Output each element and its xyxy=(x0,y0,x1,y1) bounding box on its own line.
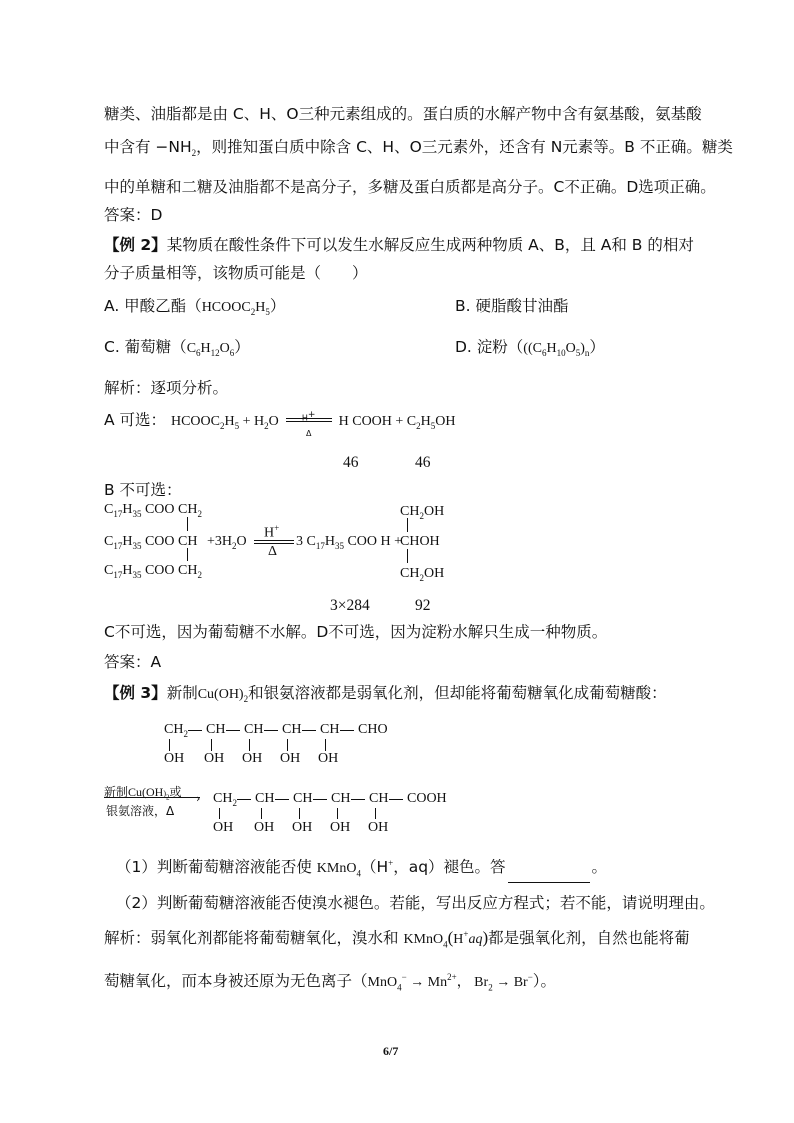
para-line-1: 糖类、油脂都是由 C、H、O三种元素组成的。蛋白质的水解产物中含有氨基酸，氨基酸 xyxy=(104,105,702,123)
bond xyxy=(407,518,408,532)
mass-46-b: 46 xyxy=(415,454,431,471)
oh-2: OH xyxy=(204,751,225,766)
condition-top: 新制$Cu(OH)_2$或 xyxy=(104,785,182,802)
page-number: 6/7 xyxy=(383,1044,399,1058)
arrow-head-icon: › xyxy=(196,792,201,805)
para-line-2: 中含有 $-NH_2$，则推知蛋白质中除含 C、H、O三元素外，还含有 N元素等。B 不正确。糖类 xyxy=(104,138,733,159)
option-d: D. 淀粉（$((C_6H_{10}O_5)_n)$ xyxy=(455,338,605,359)
oh-6: OH xyxy=(213,820,234,835)
question-1: （1）判断葡萄糖溶液能否使 KMnO$_4$（H+，aq）褪色。答 。 xyxy=(116,853,607,883)
bond xyxy=(187,517,188,531)
oh-9: OH xyxy=(330,820,351,835)
mass-46-a: 46 xyxy=(343,454,359,471)
mass-3x284: 3×284 xyxy=(330,597,370,614)
bond xyxy=(187,548,188,561)
example-2-question-line-2: 分子质量相等，该物质可能是（ ） xyxy=(104,264,368,282)
reaction-arrow xyxy=(104,797,200,798)
stearate-row-3: $C_{17}H_{35}$ COO $CH_2$ xyxy=(104,563,202,580)
plus-water: $+3H_2O$ xyxy=(207,534,247,551)
option-c: C. 葡萄糖$(C_6H_{12}O_6)$ xyxy=(104,338,250,359)
para-line-3: 中的单糖和二糖及油脂都不是高分子，多糖及蛋白质都是高分子。C不正确。D选项正确。 xyxy=(104,178,716,196)
question-2: （2）判断葡萄糖溶液能否使溴水褪色。若能，写出反应方程式；若不能，请说明理由。 xyxy=(116,894,715,912)
glycerol-row-3: $CH_2OH$ xyxy=(400,566,445,583)
answer-2: 答案：A xyxy=(104,653,162,671)
bond xyxy=(407,549,408,563)
stearate-row-1: $C_{17}H_{35}$ COO $CH_2$ xyxy=(104,502,202,519)
example-3-question: 【例 3】新制$Cu(OH)_2$和银氨溶液都是弱氧化剂，但却能将葡萄糖氧化成葡萄糖酸： xyxy=(104,684,667,705)
a-equation: A 可选： $HCOOC_2H_5 + H_2O$ $\frac{H^+}{\Delta}$ H COOH + $C_2H_5OH$ xyxy=(104,409,456,438)
oh-1: OH xyxy=(164,751,185,766)
answer-blank xyxy=(508,868,590,883)
b-label: B 不可选： xyxy=(104,481,182,499)
oh-7: OH xyxy=(254,820,275,835)
mass-92: 92 xyxy=(415,597,431,614)
glycerol-row-2: CHOH xyxy=(400,534,440,549)
b-product: 3 $C_{17}H_{35}$ COO H + xyxy=(296,534,403,551)
option-a: A. 甲酸乙酯$(HCOOC_2H_5)$ xyxy=(104,297,286,318)
analysis-3-line-1: 解析：弱氧化剂都能将葡萄糖氧化，溴水和 KMnO$_4$(H+aq)都是强氧化剂，自然也能将葡 xyxy=(104,928,690,950)
oh-4: OH xyxy=(280,751,301,766)
glycerol-row-1: $CH_2OH$ xyxy=(400,504,445,521)
condition-bottom: 银氨溶液，Δ xyxy=(106,804,175,818)
oh-5: OH xyxy=(318,751,339,766)
example-2-question: 【例 2】某物质在酸性条件下可以发生水解反应生成两种物质 A、B，且 A和 B 的相对 xyxy=(104,236,694,254)
c-d-analysis: C不可选，因为葡萄糖不水解。D不可选，因为淀粉水解只生成一种物质。 xyxy=(104,623,608,641)
equilibrium-arrow: $\frac{H^+}{\Delta}$ xyxy=(286,414,332,428)
oh-3: OH xyxy=(242,751,263,766)
option-b: B. 硬脂酸甘油酯 xyxy=(455,297,569,315)
analysis-1: 解析：逐项分析。 xyxy=(104,379,229,397)
oh-8: OH xyxy=(292,820,313,835)
answer-1: 答案：D xyxy=(104,206,163,224)
stearate-row-2: $C_{17}H_{35}$ COO CH xyxy=(104,534,198,551)
oh-10: OH xyxy=(368,820,389,835)
analysis-3-line-2: 萄糖氧化，而本身被还原为无色离子（$MnO_4^- \to Mn^{2+}$， $Br_2 \to Br^-$）。 xyxy=(104,972,557,993)
